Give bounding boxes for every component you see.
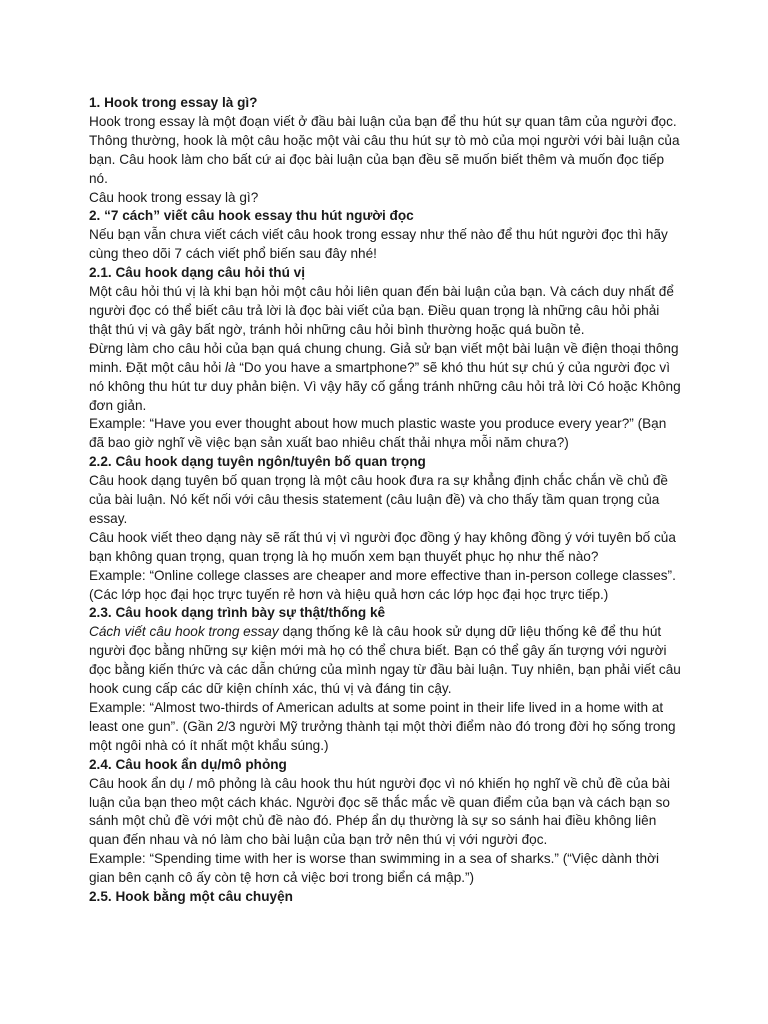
- heading-story-hook: 2.5. Hook bằng một câu chuyện: [89, 889, 293, 905]
- paragraph: [89, 623, 681, 699]
- heading-statistic-hook: 2.3. Câu hook dạng trình bày sự thật/thống kê: [89, 605, 386, 621]
- italic-text: là: [225, 359, 236, 375]
- heading-metaphor-hook: 2.4. Câu hook ẩn dụ/mô phỏng: [89, 756, 287, 772]
- example-paragraph: Example: “Spending time with her is worse than swimming in a sea of sharks.” (“Việc dành thời gian bên cạnh cô ấy còn tệ hơn cả việc bơi trong biển cá mập.”): [89, 851, 660, 886]
- paragraph: Nếu bạn vẫn chưa viết cách viết câu hook trong essay như thế nào để thu hút người đọc thì hãy cùng theo dõi 7 cách viết phổ biến sau đây nhé!: [89, 227, 668, 262]
- heading-question-hook: 2.1. Câu hook dạng câu hỏi thú vị: [89, 265, 306, 281]
- heading-what-is-hook: 1. Hook trong essay là gì?: [89, 95, 258, 110]
- heading-seven-ways: 2. “7 cách” viết câu hook essay thu hút người đọc: [89, 208, 414, 224]
- paragraph: Câu hook ẩn dụ / mô phỏng là câu hook thu hút người đọc vì nó khiến họ nghĩ về chủ đề của bài luận của bạn theo một cách khác. Người đọc sẽ thắc mắc về quan điểm của bạn và cách bạn so sánh một chủ đề với một chủ đề nào đó. Phép ẩn dụ thường là sự so sánh hai điều không liên quan đến nhau và nó làm cho bài luận của bạn trở nên thú vị với người đọc.: [89, 775, 671, 848]
- example-paragraph: Example: “Have you ever thought about how much plastic waste you produce every year?” (Bạn đã bao giờ nghĩ về việc bạn sản xuất bao nhiêu chất thải nhựa mỗi năm chưa?): [89, 416, 667, 451]
- text-run: “Do you have a smartphone?” sẽ khó thu hút sự chú ý của người đọc vì nó không thu hút tư duy phản biện. Vì vậy hãy cố gắng tránh những câu hỏi trả lời Có hoặc Không đơn giản.: [89, 359, 681, 413]
- heading-statement-hook: 2.2. Câu hook dạng tuyên ngôn/tuyên bố quan trọng: [89, 454, 426, 470]
- paragraph: Hook trong essay là một đoạn viết ở đầu bài luận của bạn để thu hút sự quan tâm của người đọc. Thông thường, hook là một câu hoặc một vài câu thu hút sự tò mò của mọi người với bài luận của bạn. Câu hook làm cho bất cứ ai đọc bài luận của bạn đều sẽ muốn biết thêm và muốn đọc tiếp nó.: [89, 113, 680, 186]
- paragraph: Câu hook dạng tuyên bố quan trọng là một câu hook đưa ra sự khẳng định chắc chắn về chủ đề của bài luận. Nó kết nối với câu thesis statement (câu luận đề) và cho thấy tầm quan trọng của essay.: [89, 473, 668, 526]
- document-page: [89, 94, 681, 907]
- paragraph: Câu hook viết theo dạng này sẽ rất thú vị vì người đọc đồng ý hay không đồng ý với tuyên bố của bạn không quan trọng, quan trọng là họ muốn xem bạn thuyết phục họ như thế nào?: [89, 529, 676, 564]
- italic-text: Cách viết câu hook trong essay: [89, 624, 279, 640]
- example-paragraph: Example: “Almost two-thirds of American adults at some point in their life lived in a home with at least one gun”. (Gần 2/3 người Mỹ trưởng thành tại một thời điểm nào đó trong đời họ sống trong một ngôi nhà có ít nhất một khẩu súng.): [89, 700, 676, 753]
- text-run: Đừng làm cho câu hỏi của bạn quá chung chung. Giả sử bạn viết một bài luận về điện thoại thông minh. Đặt một câu hỏi: [89, 340, 679, 375]
- paragraph: Một câu hỏi thú vị là khi bạn hỏi một câu hỏi liên quan đến bài luận của bạn. Và cách duy nhất để người đọc có thể biết câu trả lời là đọc bài viết của bạn. Điều quan trọng là những câu hỏi phải thật thú vị và gây bất ngờ, tránh hỏi những câu hỏi bình thường hoặc quá buồn tẻ.: [89, 284, 674, 337]
- paragraph: [89, 340, 681, 416]
- paragraph: Câu hook trong essay là gì?: [89, 189, 259, 205]
- example-paragraph: Example: “Online college classes are cheaper and more effective than in-person college classes”. (Các lớp học đại học trực tuyến rẻ hơn và hiệu quả hơn các lớp học đại học trực tiếp.): [89, 567, 676, 602]
- text-run: dạng thống kê là câu hook sử dụng dữ liệu thống kê để thu hút người đọc bằng những sự kiện mới mà họ có thể chưa biết. Bạn có thể gây ấn tượng với người đọc bằng kiến thức và các dẫn chứng của mình ngay từ đầu bài luận. Tuy nhiên, bạn phải viết câu hook cung cấp các dữ kiện chính xác, thú vị và đáng tin cậy.: [89, 624, 681, 697]
